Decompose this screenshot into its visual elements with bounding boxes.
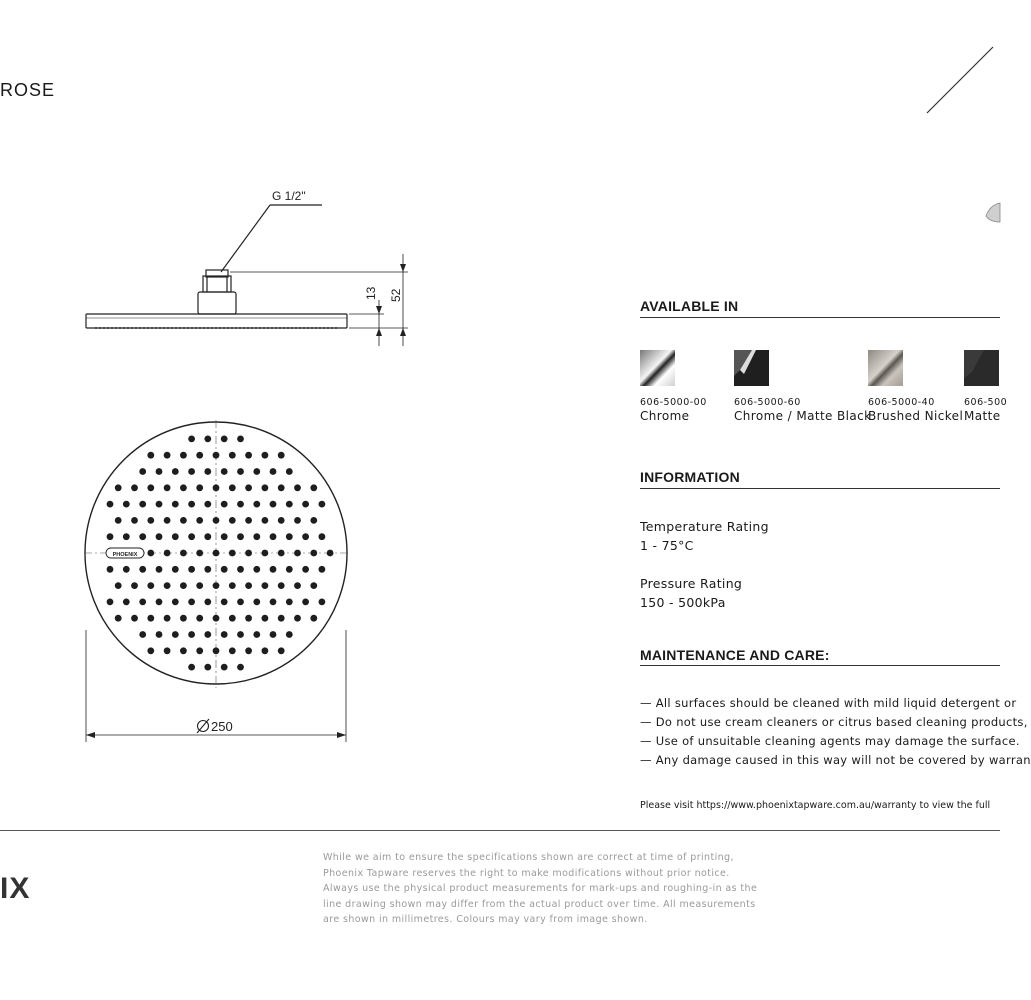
- nozzle: [188, 631, 195, 638]
- nozzle: [172, 501, 179, 508]
- nozzle: [164, 484, 171, 491]
- maintenance-heading: MAINTENANCE AND CARE:: [640, 647, 830, 663]
- nozzle: [262, 517, 269, 524]
- diameter-label: 250: [211, 719, 233, 734]
- nozzle: [204, 664, 211, 671]
- finish-code: 606-5000-40: [868, 397, 935, 408]
- nozzle: [270, 566, 277, 573]
- nozzle: [278, 452, 285, 459]
- nozzle: [245, 452, 252, 459]
- nozzle: [221, 566, 228, 573]
- maintenance-rule: [640, 665, 1000, 666]
- nozzle: [278, 550, 285, 557]
- nozzle: [196, 550, 203, 557]
- nozzle: [245, 647, 252, 654]
- nozzle: [237, 566, 244, 573]
- nozzle: [123, 599, 130, 606]
- nozzle: [278, 615, 285, 622]
- nozzle: [188, 664, 195, 671]
- nozzle: [302, 566, 309, 573]
- nozzle: [229, 484, 236, 491]
- nozzle: [147, 484, 154, 491]
- nozzle: [131, 615, 138, 622]
- nozzle: [147, 452, 154, 459]
- care-item: — All surfaces should be cleaned with mild liquid detergent or: [640, 696, 1017, 710]
- nozzle: [245, 615, 252, 622]
- nozzle: [229, 615, 236, 622]
- nozzle: [294, 517, 301, 524]
- nozzle: [310, 550, 317, 557]
- nozzle: [164, 615, 171, 622]
- nozzle: [253, 501, 260, 508]
- nozzle: [294, 484, 301, 491]
- nozzle: [156, 566, 163, 573]
- thread-label: G 1/2": [272, 189, 306, 203]
- nozzle: [245, 484, 252, 491]
- nozzle: [139, 599, 146, 606]
- nozzle: [253, 566, 260, 573]
- information-rule: [640, 488, 1000, 489]
- nozzle: [172, 533, 179, 540]
- pressure-label: Pressure Rating: [640, 576, 743, 591]
- nozzle: [213, 517, 220, 524]
- nozzle: [237, 468, 244, 475]
- nozzle: [196, 484, 203, 491]
- nozzle: [107, 501, 114, 508]
- nozzle: [294, 582, 301, 589]
- nozzle: [278, 484, 285, 491]
- nozzle: [245, 582, 252, 589]
- care-item: — Any damage caused in this way will not be covered by warran: [640, 753, 1031, 767]
- nozzle: [270, 631, 277, 638]
- side-view: [86, 205, 408, 346]
- nozzle: [147, 517, 154, 524]
- nozzle: [213, 582, 220, 589]
- nozzle: [262, 647, 269, 654]
- nozzle: [115, 484, 122, 491]
- nozzle: [204, 468, 211, 475]
- nozzle: [196, 582, 203, 589]
- pressure-value: 150 - 500kPa: [640, 595, 726, 610]
- nozzle: [270, 599, 277, 606]
- swatch-chrome: [640, 350, 675, 386]
- nozzle: [180, 452, 187, 459]
- nozzle: [229, 452, 236, 459]
- nozzle: [262, 550, 269, 557]
- finish-name: Chrome / Matte Black: [734, 409, 872, 423]
- nozzle: [302, 501, 309, 508]
- footer-divider: [0, 830, 1000, 831]
- nozzle: [115, 517, 122, 524]
- nozzle: [302, 599, 309, 606]
- nozzle: [262, 615, 269, 622]
- nozzle: [139, 501, 146, 508]
- nozzle: [196, 452, 203, 459]
- nozzle: [172, 599, 179, 606]
- nozzle: [180, 550, 187, 557]
- nozzle: [270, 501, 277, 508]
- nozzle: [319, 566, 326, 573]
- nozzle: [196, 517, 203, 524]
- nozzle: [262, 484, 269, 491]
- care-item: — Do not use cream cleaners or citrus based cleaning products,: [640, 715, 1028, 729]
- nozzle: [188, 599, 195, 606]
- nozzle: [310, 615, 317, 622]
- nozzle: [204, 599, 211, 606]
- nozzle: [213, 647, 220, 654]
- disclaimer-line: line drawing shown may differ from the actual product over time. All measurements: [323, 899, 756, 910]
- nozzle: [319, 533, 326, 540]
- nozzle: [204, 436, 211, 443]
- nozzle: [180, 647, 187, 654]
- nozzle: [172, 631, 179, 638]
- information-heading: INFORMATION: [640, 469, 740, 485]
- nozzle: [204, 533, 211, 540]
- care-item: — Use of unsuitable cleaning agents may damage the surface.: [640, 734, 1020, 748]
- temperature-label: Temperature Rating: [640, 519, 769, 534]
- finish-code: 606-500: [964, 397, 1008, 408]
- finish-code: 606-5000-00: [640, 397, 707, 408]
- disclaimer-line: Always use the physical product measurements for mark-ups and roughing-in as the: [323, 883, 758, 894]
- nozzle: [164, 647, 171, 654]
- nozzle: [123, 501, 130, 508]
- brand-logo: IX: [0, 872, 31, 905]
- nozzle: [213, 452, 220, 459]
- nozzle: [319, 599, 326, 606]
- dim-52-label: 52: [389, 288, 403, 302]
- nozzle: [196, 615, 203, 622]
- nozzle: [310, 517, 317, 524]
- nozzle: [278, 517, 285, 524]
- nozzle: [107, 533, 114, 540]
- nozzle: [229, 647, 236, 654]
- nozzle: [180, 484, 187, 491]
- nozzle: [188, 501, 195, 508]
- nozzle: [147, 550, 154, 557]
- nozzle: [294, 550, 301, 557]
- finish-name: Matte: [964, 409, 1001, 423]
- nozzle: [107, 566, 114, 573]
- nozzle: [204, 501, 211, 508]
- nozzle: [310, 582, 317, 589]
- swatch-chrome-matte-black: [734, 350, 769, 386]
- nozzle: [188, 468, 195, 475]
- disclaimer-line: are shown in millimetres. Colours may vary from image shown.: [323, 914, 648, 925]
- nozzle: [147, 615, 154, 622]
- nozzle: [253, 631, 260, 638]
- nozzle: [237, 664, 244, 671]
- nozzle: [221, 533, 228, 540]
- nozzle: [270, 533, 277, 540]
- nozzle: [164, 582, 171, 589]
- nozzle: [286, 599, 293, 606]
- nozzle: [245, 517, 252, 524]
- nozzle: [147, 647, 154, 654]
- nozzle: [164, 550, 171, 557]
- available-heading: AVAILABLE IN: [640, 298, 739, 314]
- nozzle: [245, 550, 252, 557]
- nozzle: [123, 533, 130, 540]
- nozzle: [204, 566, 211, 573]
- nozzle: [253, 599, 260, 606]
- nozzle: [204, 631, 211, 638]
- nozzle: [319, 501, 326, 508]
- nozzle: [286, 631, 293, 638]
- nozzle: [180, 615, 187, 622]
- nozzle: [188, 436, 195, 443]
- nozzle: [188, 533, 195, 540]
- nozzle: [327, 550, 334, 557]
- nozzle: [131, 517, 138, 524]
- nozzle: [123, 566, 130, 573]
- finish-code: 606-5000-60: [734, 397, 801, 408]
- nozzle: [156, 533, 163, 540]
- nozzle: [139, 631, 146, 638]
- nozzle: [188, 566, 195, 573]
- nozzle: [172, 468, 179, 475]
- nozzle: [115, 615, 122, 622]
- nozzle: [164, 517, 171, 524]
- temperature-value: 1 - 75°C: [640, 538, 694, 553]
- nozzle: [156, 599, 163, 606]
- nozzle: [286, 533, 293, 540]
- nozzle: [229, 517, 236, 524]
- nozzle: [196, 647, 203, 654]
- swatch-matte-black: [964, 350, 999, 386]
- nozzle: [156, 468, 163, 475]
- nozzle: [262, 452, 269, 459]
- nozzle: [237, 533, 244, 540]
- nozzle: [221, 436, 228, 443]
- nozzle: [131, 582, 138, 589]
- nozzle: [278, 582, 285, 589]
- nozzle: [180, 517, 187, 524]
- product-title: ROSE: [0, 80, 56, 100]
- plan-view: [84, 420, 348, 688]
- nozzle: [180, 582, 187, 589]
- nozzle: [139, 533, 146, 540]
- nozzle: [286, 468, 293, 475]
- nozzle: [139, 468, 146, 475]
- nozzle: [221, 599, 228, 606]
- nozzle: [221, 631, 228, 638]
- nozzle: [164, 452, 171, 459]
- nozzle: [107, 599, 114, 606]
- nozzle: [221, 664, 228, 671]
- nozzle: [213, 550, 220, 557]
- nozzle: [213, 615, 220, 622]
- nozzle: [172, 566, 179, 573]
- technical-drawing: [0, 0, 600, 760]
- nozzle: [213, 484, 220, 491]
- nozzle: [253, 468, 260, 475]
- nozzle: [115, 582, 122, 589]
- dim-13-label: 13: [364, 286, 378, 300]
- nozzle: [310, 484, 317, 491]
- nozzle: [286, 501, 293, 508]
- nozzle: [156, 501, 163, 508]
- finish-name: Chrome: [640, 409, 690, 423]
- nozzle: [156, 631, 163, 638]
- disclaimer-line: Phoenix Tapware reserves the right to make modifications without prior notice.: [323, 868, 730, 879]
- nozzle: [229, 550, 236, 557]
- disclaimer-line: While we aim to ensure the specifications shown are correct at time of printing,: [323, 852, 734, 863]
- available-rule: [640, 317, 1000, 318]
- nozzle: [221, 501, 228, 508]
- nozzle: [237, 599, 244, 606]
- nozzle: [147, 582, 154, 589]
- warranty-note: Please visit https://www.phoenixtapware.com.au/warranty to view the full: [640, 800, 991, 811]
- nozzle: [294, 615, 301, 622]
- nozzle: [139, 566, 146, 573]
- nozzle: [262, 582, 269, 589]
- finish-name: Brushed Nickel: [868, 409, 964, 423]
- nozzle: [253, 533, 260, 540]
- faceplate-brand: PHOENIX: [112, 552, 138, 558]
- nozzle: [302, 533, 309, 540]
- swatch-brushed-nickel: [868, 350, 903, 386]
- nozzle: [286, 566, 293, 573]
- nozzle: [270, 468, 277, 475]
- nozzle: [237, 631, 244, 638]
- diameter-icon: [197, 719, 209, 733]
- nozzle: [229, 582, 236, 589]
- nozzle: [278, 647, 285, 654]
- nozzle: [131, 484, 138, 491]
- nozzle: [237, 501, 244, 508]
- nozzle: [221, 468, 228, 475]
- nozzle: [237, 436, 244, 443]
